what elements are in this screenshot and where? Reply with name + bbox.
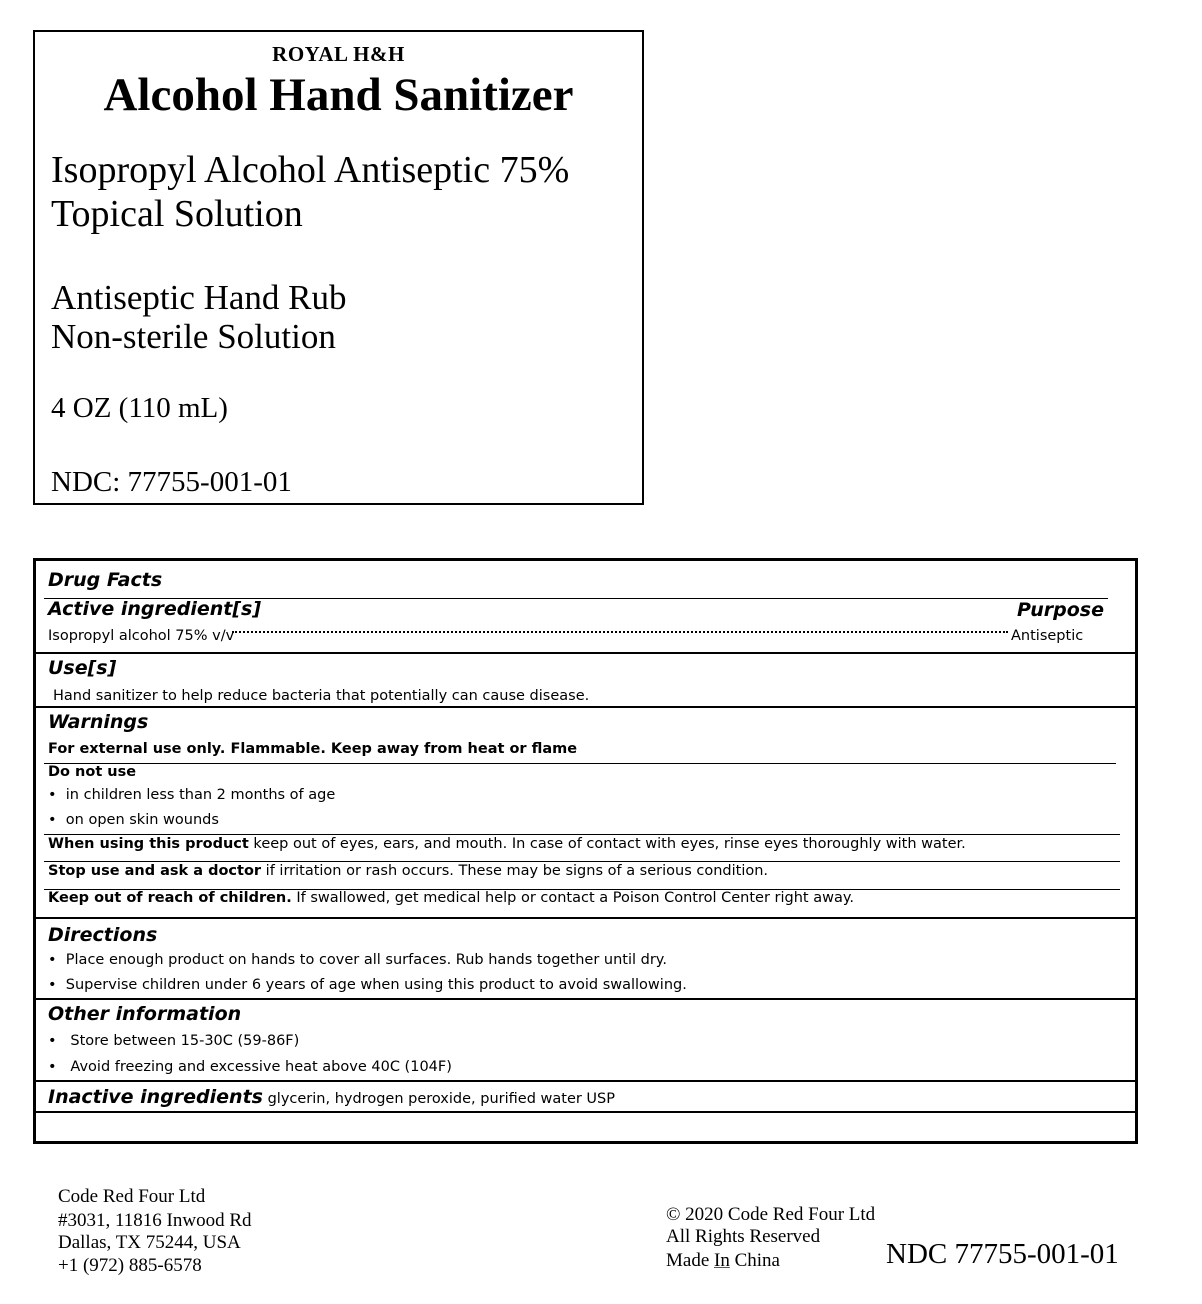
other-information-text: Store between 15-30C (59-86F) — [70, 1033, 300, 1049]
divider — [36, 652, 1135, 654]
keep-out-label: Keep out of reach of children. — [48, 890, 292, 906]
dosage-form-line-2: Non-sterile Solution — [51, 317, 336, 356]
divider — [44, 861, 1120, 862]
rights-reserved: All Rights Reserved — [666, 1226, 821, 1247]
uses-heading: Use[s] — [48, 657, 117, 679]
dot-leader — [232, 631, 1008, 633]
when-using-label: When using this product — [48, 836, 249, 852]
keep-out-text: If swallowed, get medical help or contact a Poison Control Center right away. — [291, 890, 854, 906]
bullet: • — [48, 952, 57, 968]
directions-text: Place enough product on hands to cover all surfaces. Rub hands together until dry. — [65, 952, 667, 968]
do-not-use-item — [48, 787, 335, 803]
external-use-warning: For external use only. Flammable. Keep away from heat or flame — [48, 741, 578, 757]
divider — [36, 998, 1135, 1000]
directions-item — [48, 977, 687, 993]
active-ingredient-text: Isopropyl alcohol 75% v/v — [48, 628, 235, 644]
divider — [44, 834, 1120, 835]
when-using-warning — [48, 836, 966, 852]
keep-out-warning — [48, 890, 854, 906]
inactive-ingredients-line — [48, 1086, 615, 1108]
stop-use-warning — [48, 863, 768, 879]
made-prefix: Made — [666, 1250, 715, 1271]
when-using-text: keep out of eyes, ears, and mouth. In case of contact with eyes, rinse eyes thoroughly with water. — [248, 836, 966, 852]
bullet: • — [48, 1033, 57, 1049]
product-title: Alcohol Hand Sanitizer — [103, 69, 574, 121]
active-description-line-2: Topical Solution — [51, 193, 303, 235]
bullet: • — [48, 812, 57, 828]
bullet: • — [48, 977, 57, 993]
do-not-use-heading: Do not use — [48, 764, 137, 780]
ndc-footer: NDC 77755-001-01 — [886, 1238, 1119, 1270]
purpose-text: Antiseptic — [1011, 628, 1084, 644]
divider — [36, 917, 1135, 919]
uses-text: Hand sanitizer to help reduce bacteria that potentially can cause disease. — [53, 688, 590, 704]
do-not-use-text: on open skin wounds — [65, 812, 219, 828]
active-ingredient-heading: Active ingredient[s] — [48, 598, 262, 620]
inactive-ingredients-text: glycerin, hydrogen peroxide, purified water USP — [262, 1091, 615, 1107]
warnings-heading: Warnings — [48, 711, 149, 733]
active-description-line-1: Isopropyl Alcohol Antiseptic 75% — [51, 149, 570, 191]
purpose-heading: Purpose — [1017, 599, 1104, 621]
address-street: #3031, 11816 Inwood Rd — [58, 1210, 252, 1231]
company-name: Code Red Four Ltd — [58, 1186, 206, 1207]
divider — [36, 1080, 1135, 1082]
other-information-heading: Other information — [48, 1003, 242, 1025]
stop-use-label: Stop use and ask a doctor — [48, 863, 262, 879]
other-information-item — [48, 1033, 299, 1049]
dosage-form-line-1: Antiseptic Hand Rub — [51, 278, 347, 317]
other-information-item — [48, 1059, 452, 1075]
net-contents: 4 OZ (110 mL) — [51, 392, 228, 424]
brand-name: ROYAL H&H — [272, 42, 405, 66]
divider — [36, 1111, 1135, 1113]
drug-facts-title: Drug Facts — [48, 569, 163, 591]
divider — [44, 763, 1116, 764]
other-information-text: Avoid freezing and excessive heat above 40C (104F) — [70, 1059, 452, 1075]
country-of-origin — [666, 1250, 780, 1272]
ndc-code: NDC: 77755-001-01 — [51, 466, 292, 498]
copyright-notice: © 2020 Code Red Four Ltd — [666, 1204, 876, 1225]
phone-number: +1 (972) 885-6578 — [58, 1255, 202, 1276]
stop-use-text: if irritation or rash occurs. These may be signs of a serious condition. — [261, 863, 769, 879]
do-not-use-text: in children less than 2 months of age — [65, 787, 336, 803]
product-label-panel — [33, 30, 644, 505]
made-in-word: In — [714, 1250, 730, 1271]
address-city: Dallas, TX 75244, USA — [58, 1232, 241, 1253]
directions-text: Supervise children under 6 years of age when using this product to avoid swallowing. — [65, 977, 687, 993]
bullet: • — [48, 1059, 57, 1075]
drug-facts-box — [33, 558, 1138, 1144]
bullet: • — [48, 787, 57, 803]
directions-heading: Directions — [48, 924, 158, 946]
do-not-use-item — [48, 812, 219, 828]
inactive-ingredients-heading: Inactive ingredients — [48, 1086, 263, 1108]
made-suffix: China — [729, 1250, 780, 1271]
divider — [36, 706, 1135, 708]
directions-item — [48, 952, 667, 968]
